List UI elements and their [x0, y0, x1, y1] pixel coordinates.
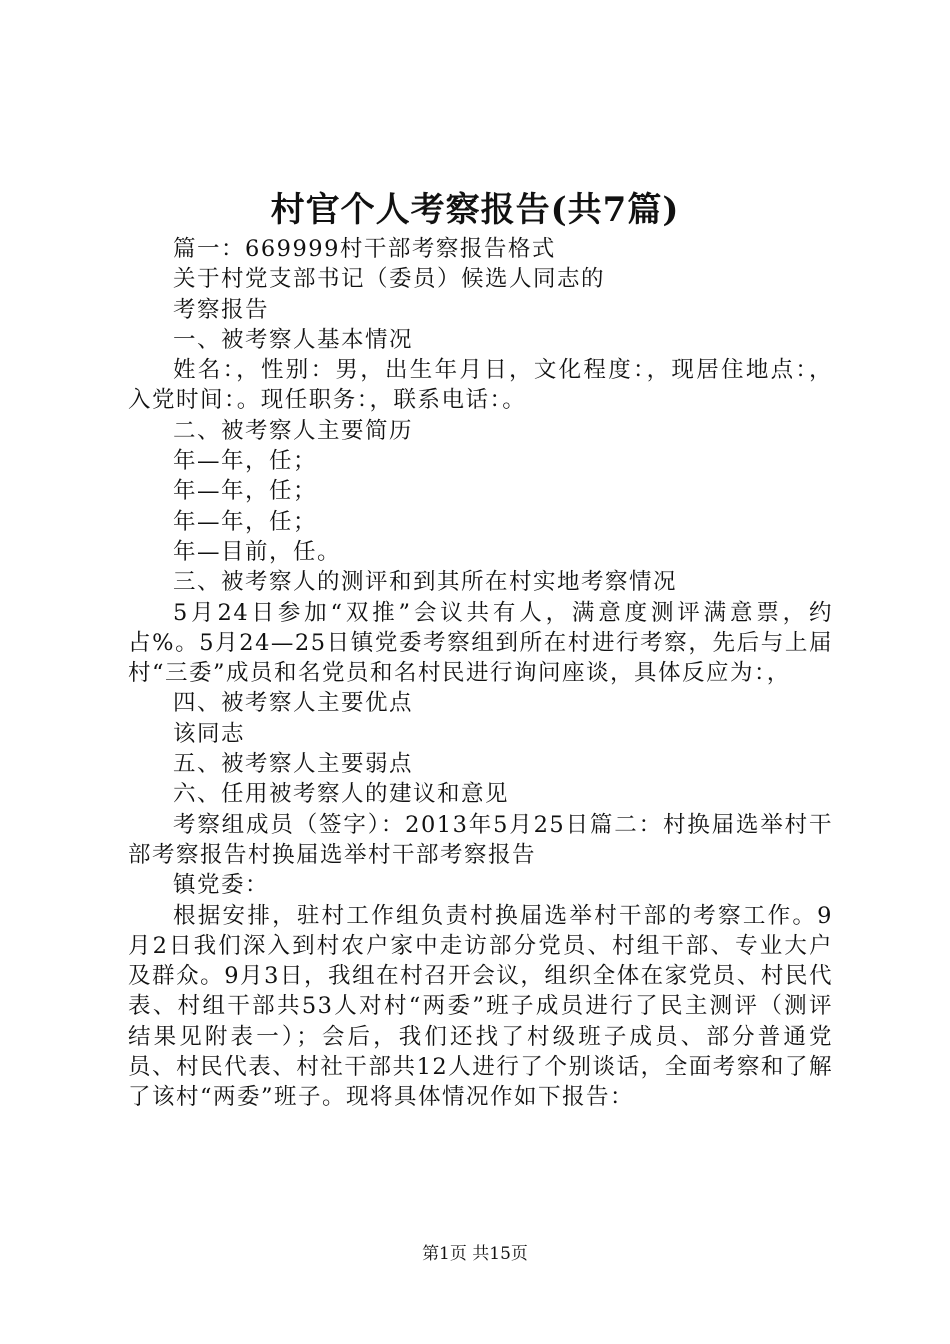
section-heading: 一、被考察人基本情况	[173, 326, 414, 353]
paragraph: 该同志	[173, 720, 246, 747]
document-body	[128, 234, 833, 1113]
paragraph: 5月24日参加“双推”会议共有人，满意度测评满意票，约占%。5月24—25日镇党委考察组到所在村进行考察，先后与上届村“三委”成员和名党员和名村民进行询问座谈，具体反应为：，	[128, 599, 833, 687]
paragraph: 年—年，任；	[173, 448, 318, 475]
paragraph: 年—年，任；	[173, 508, 318, 535]
paragraph: 镇党委：	[173, 872, 270, 899]
paragraph: 根据安排，驻村工作组负责村换届选举村干部的考察工作。9月2日我们深入到村农户家中走访部分党员、村组干部、专业大户及群众。9月3日，我组在村召开会议，组织全体在家党员、村民代表、村组干部共53人对村“两委”班子成员进行了民主测评（测评结果见附表一）；会后，我们还找了村级班子成员、部分普通党员、村民代表、村社干部共12人进行了个别谈话，全面考察和了解了该村“两委”班子。现将具体情况作如下报告：	[128, 902, 833, 1111]
section-heading: 三、被考察人的测评和到其所在村实地考察情况	[173, 569, 678, 596]
section-heading: 四、被考察人主要优点	[173, 690, 414, 717]
page-footer: 第1页 共15页	[422, 1244, 528, 1264]
paragraph: 年—目前，任。	[173, 538, 342, 565]
section-heading: 六、任用被考察人的建议和意见	[173, 781, 510, 808]
paragraph: 年—年，任；	[173, 478, 318, 505]
paragraph: 考察报告	[173, 296, 270, 323]
section-heading: 五、被考察人主要弱点	[173, 751, 414, 778]
document-title: 村官个人考察报告(共7篇)	[270, 190, 680, 230]
section-heading: 二、被考察人主要简历	[173, 417, 414, 444]
paragraph: 篇一：669999村干部考察报告格式	[173, 236, 556, 262]
paragraph: 考察组成员（签字）：2013年5月25日篇二：村换届选举村干部考察报告村换届选举村干部考察报告	[128, 811, 833, 868]
paragraph: 姓名：，性别：男，出生年月日，文化程度：，现居住地点：，入党时间：。现任职务：，联系电话：。	[128, 357, 833, 414]
paragraph: 关于村党支部书记（委员）候选人同志的	[173, 266, 606, 293]
